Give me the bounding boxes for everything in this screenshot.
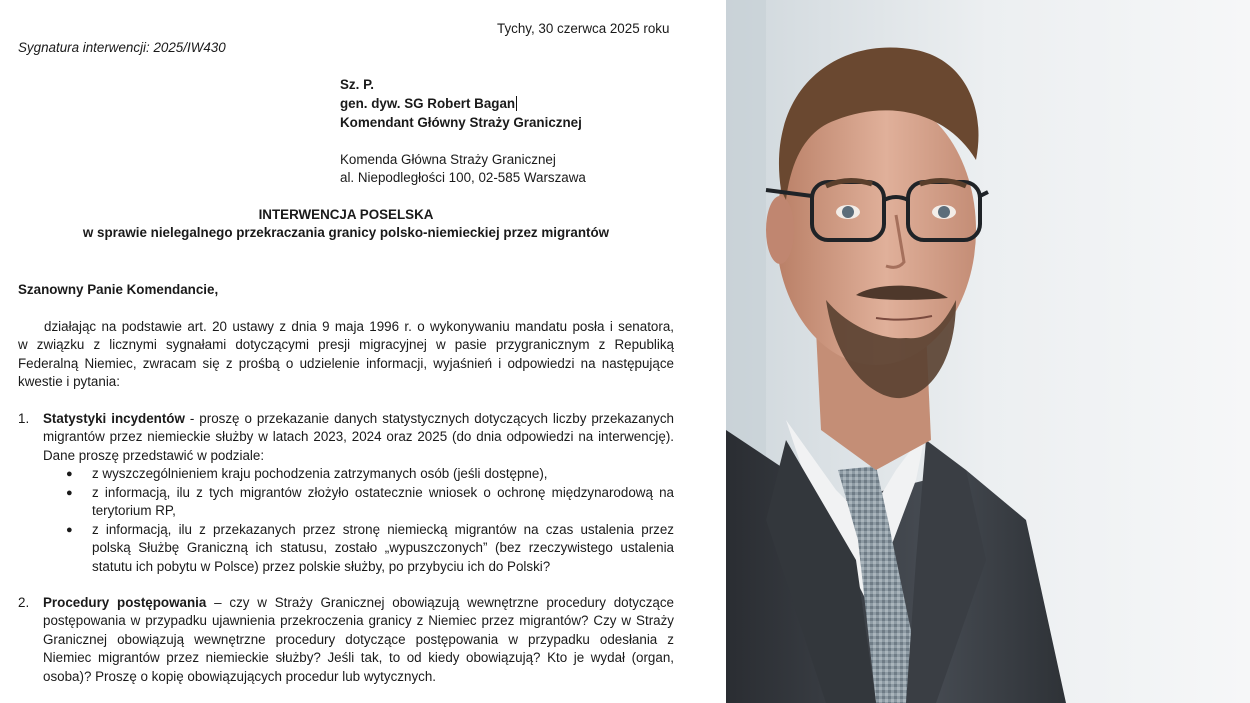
intro-line-4: kwestie i pytania: [18, 374, 120, 389]
recipient-name: gen. dyw. SG Robert Bagan [340, 96, 516, 111]
intro-line-1: działając na podstawie art. 20 ustawy z dnia 9 maja 1996 r. o wykonywaniu mandatu posła i senatora, [44, 319, 674, 334]
document-subtitle: w sprawie nielegalnego przekraczania granicy polsko-niemieckiej przez migrantów [82, 225, 610, 240]
document-title: INTERWENCJA POSELSKA [258, 207, 434, 222]
item-2-line-4: Niemiec migrantów przez niemieckie służby? Jeśli tak, to od kiedy obowiązują? Kto je wydał (organ, [43, 650, 674, 665]
item-1-line-2: migrantów przez niemieckie służby w latach 2023, 2024 oraz 2025 (do dnia odpowiedzi na interwencję). [43, 429, 674, 444]
item-2-number: 2. [18, 595, 30, 610]
bullet-2-line-1: z informacją, ilu z tych migrantów złożyło ostatecznie wniosek o ochronę międzynarodową na [92, 485, 674, 500]
letter-date: Tychy, 30 czerwca 2025 roku [497, 21, 670, 36]
recipient-position: Komendant Główny Straży Granicznej [340, 115, 582, 130]
item-1-heading: Statystyki incydentów [43, 411, 185, 426]
intro-line-3: Federalną Niemiec, zwracam się z prośbą o udzielenie informacji, wyjaśnień i odpowiedzi na następujące [18, 356, 674, 371]
intervention-signature: Sygnatura interwencji: 2025/IW430 [18, 40, 226, 55]
greeting: Szanowny Panie Komendancie, [18, 282, 219, 297]
left-iris [842, 206, 854, 218]
bullet-3-line-1: z informacją, ilu z przekazanych przez stronę niemiecką migrantów na czas ustalenia przez [92, 522, 674, 537]
portrait-illustration [726, 0, 1250, 703]
item-2-heading: Procedury postępowania [43, 595, 207, 610]
bullet-marker: ● [66, 468, 73, 480]
right-iris [938, 206, 950, 218]
intro-line-2: w związku z licznymi sygnałami dotyczącymi presji migracyjnej w pasie przygranicznym z Republiką [18, 337, 674, 352]
text-cursor [516, 96, 517, 111]
bullet-1-line-1: z wyszczególnieniem kraju pochodzenia zatrzymanych osób (jeśli dostępne), [92, 466, 548, 481]
portrait-photo [726, 0, 1250, 703]
recipient-name-line [340, 95, 517, 114]
item-2-first-line [43, 594, 674, 613]
bullet-3-line-2: polską Służbę Graniczną ich statusu, zostało „wypuszczonych” (bez rzeczywistego ustalenia [92, 540, 674, 555]
item-2-line-3: Granicznej obowiązują wewnętrzne procedury dotyczące postępowania w przypadku odesłania z [43, 632, 674, 647]
recipient-institution: Komenda Główna Straży Granicznej [340, 152, 556, 167]
bullet-marker: ● [66, 487, 73, 499]
item-2-line-2: postępowania w przypadku ujawnienia przekroczenia granicy z Niemiec przez migrantów? Czy w Straży [43, 613, 674, 628]
item-1-first-line [43, 410, 674, 429]
bullet-marker: ● [66, 524, 73, 536]
item-1-first-line-rest: - proszę o przekazanie danych statystycznych dotyczących liczby przekazanych [184, 411, 674, 426]
bullet-2-line-2: terytorium RP, [92, 503, 176, 518]
ear [766, 196, 794, 264]
bullet-3-line-3: statutu ich pobytu w Polsce) przez polskie służby, po przybyciu ich do Polski? [92, 559, 551, 574]
recipient-prefix: Sz. P. [340, 77, 374, 92]
recipient-address: al. Niepodległości 100, 02-585 Warszawa [340, 170, 586, 185]
item-2-first-line-rest: – czy w Straży Granicznej obowiązują wewnętrzne procedury dotyczące [206, 595, 674, 610]
item-2-line-5: osoba)? Proszę o kopię obowiązujących procedur lub wytycznych. [43, 669, 436, 684]
item-1-line-3: Dane proszę przedstawić w podziale: [43, 448, 265, 463]
item-1-number: 1. [18, 411, 30, 426]
